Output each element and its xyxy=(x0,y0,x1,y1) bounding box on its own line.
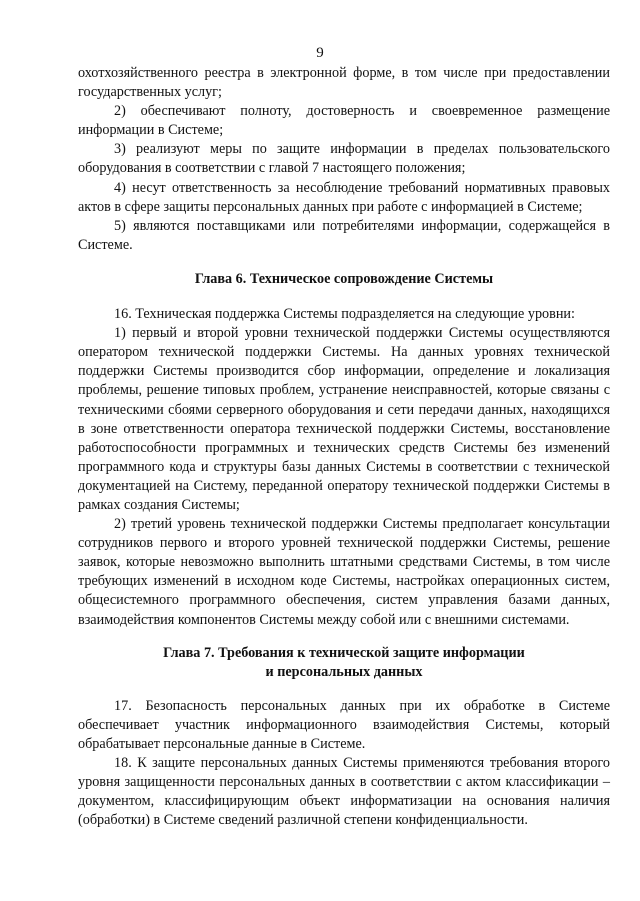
page-number: 9 xyxy=(316,45,324,61)
list-item-2: 2) обеспечивают полноту, достоверность и своевременное размещение информации в Системе; xyxy=(78,103,610,139)
chapter-6-heading: Глава 6. Техническое сопровождение Системы xyxy=(194,270,494,287)
paragraph-continuation: охотхозяйственного реестра в электронной форме, в том числе при предоставлении государственных услуг; xyxy=(78,65,610,101)
paragraph-16-item-1: 1) первый и второй уровни технической поддержки Системы осуществляются оператором технической поддержки Системы. На данных уровнях технической поддержки Системы производится сбор информации, определение и локализация проблемы, решение типовых проблем, устранение неисправностей, которые связаны с техническими сбоями серверного оборудования и сети передачи данных, находящихся в зоне ответственности оператора технической поддержки Системы, восстановление работоспособности программных и технических средств Системы без изменений программного кода и структуры базы данных Системы в соответствии с технической документацией на Систему, переданной оператору технической поддержки Системы в рамках создания Системы; xyxy=(78,325,610,513)
paragraph-16-item-2: 2) третий уровень технической поддержки Системы предполагает консультации сотрудников первого и второго уровней технической поддержки Системы, решение заявок, которые невозможно выполнить штатными средствами Системы, в том числе требующих изменений в исходном коде Системы, настройках операционных систем, общесистемного программного обеспечения, систем управления базами данных, взаимодействия компонентов Системы между собой или с внешними системами. xyxy=(78,516,610,628)
document-body xyxy=(78,64,610,830)
list-item-3: 3) реализуют меры по защите информации в пределах пользовательского оборудования в соответствии с главой 7 настоящего положения; xyxy=(78,141,610,177)
list-item-5: 5) являются поставщиками или потребителями информации, содержащейся в Системе. xyxy=(78,217,610,253)
paragraph-17: 17. Безопасность персональных данных при их обработке в Системе обеспечивает участник информационного взаимодействия Системы, который обрабатывает персональные данные в Системе. xyxy=(78,697,610,752)
paragraph-18: 18. К защите персональных данных Системы применяются требования второго уровня защищенности персональных данных в соответствии с актом классификации – документом, классифицирующим объект информатизации на основания наличия (обработки) в Системе сведений различной степени конфиденциальности. xyxy=(78,755,610,829)
list-item-4: 4) несут ответственность за несоблюдение требований нормативных правовых актов в сфере защиты персональных данных при работе с информацией в Системе; xyxy=(78,179,610,215)
chapter-7-heading-line-1: Глава 7. Требования к технической защите информации xyxy=(163,644,525,661)
paragraph-16: 16. Техническая поддержка Системы подразделяется на следующие уровни: xyxy=(114,306,575,323)
chapter-7-heading xyxy=(78,644,610,682)
chapter-7-heading-line-2: и персональных данных xyxy=(265,663,423,680)
